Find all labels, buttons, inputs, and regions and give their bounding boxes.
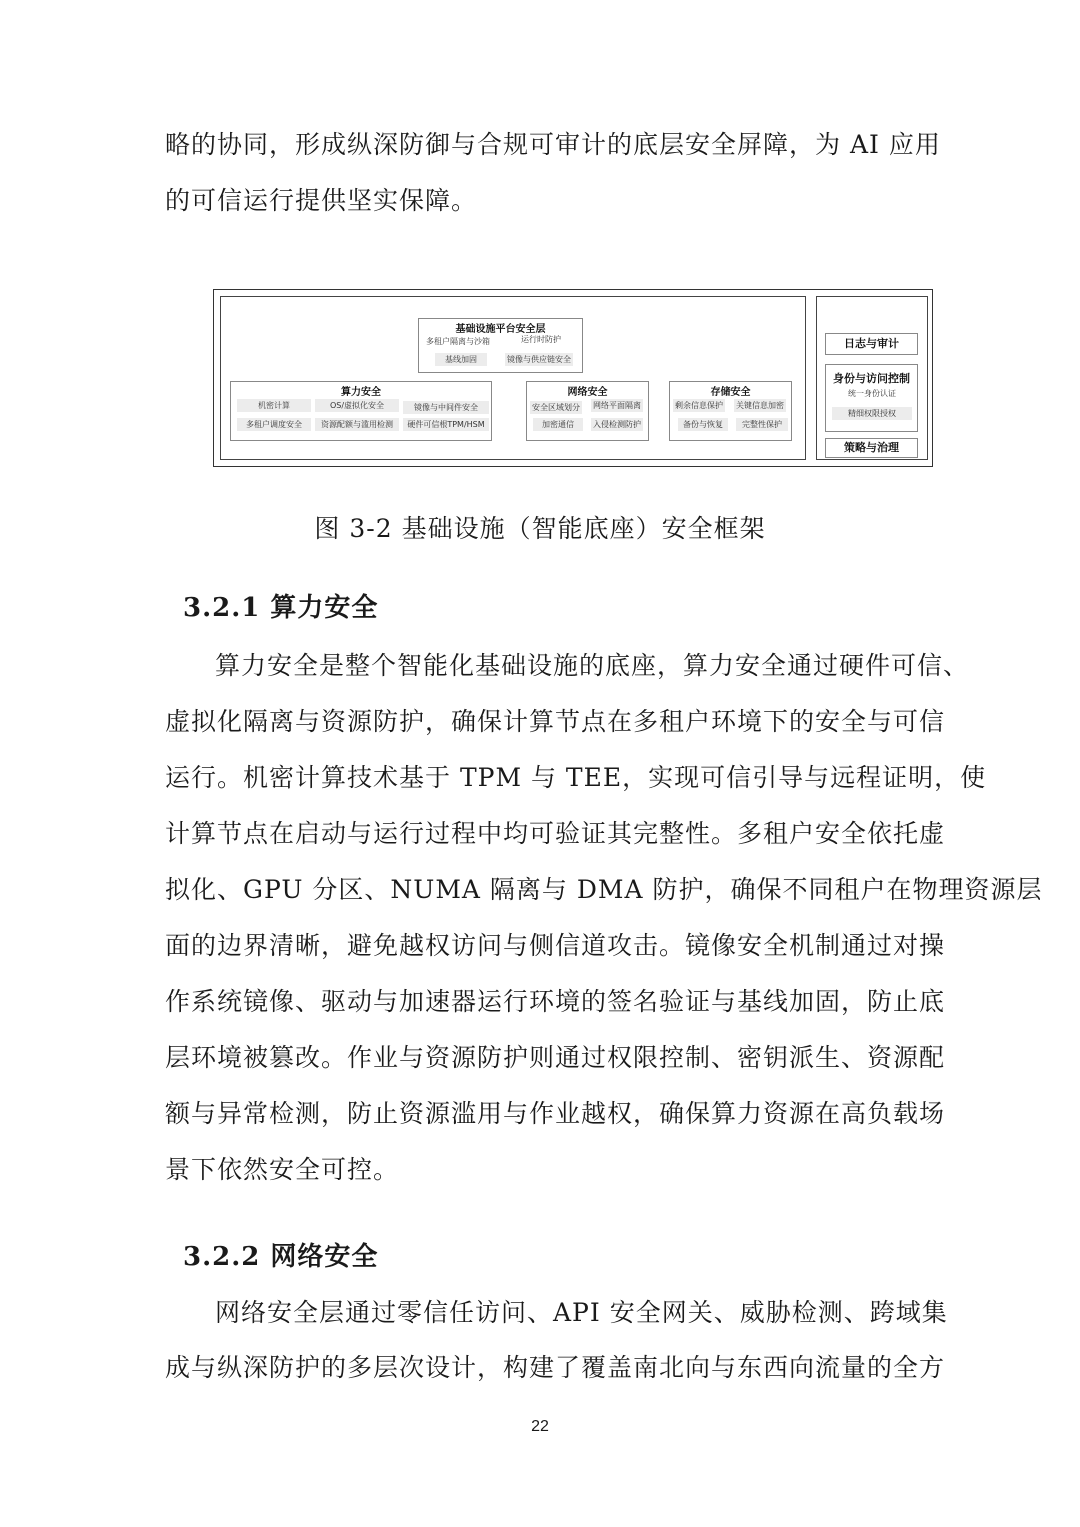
logs-audit-title: 日志与审计: [844, 337, 899, 350]
compute-para-line: 虚拟化隔离与资源防护，确保计算节点在多租户环境下的安全与可信: [165, 707, 946, 736]
network-security-title: 网络安全: [567, 387, 608, 398]
network-item: 加密通信: [533, 418, 583, 431]
network-para-line: 成与纵深防护的多层次设计，构建了覆盖南北向与东西向流量的全方: [165, 1353, 946, 1382]
security-framework-figure: [213, 289, 933, 467]
compute-para-line: 运行。机密计算技术基于 TPM 与 TEE，实现可信引导与远程证明，使: [165, 763, 987, 792]
infra-item: 镜像与供应链安全: [507, 355, 571, 364]
intro-line-2: 的可信运行提供坚实保障。: [165, 186, 478, 215]
storage-item: 完整性保护: [736, 418, 788, 431]
compute-para-line: 面的边界清晰，避免越权访问与侧信道攻击。镜像安全机制通过对操: [165, 931, 946, 960]
compute-item: 多租户调度安全: [237, 418, 311, 431]
logs-audit-box: [825, 333, 918, 355]
storage-item: 关键信息加密: [736, 401, 784, 410]
storage-item: 备份与恢复: [678, 418, 728, 431]
infra-layer-title: 基础设施平台安全层: [455, 324, 546, 335]
identity-item: 统一身份认证: [848, 389, 896, 398]
network-item: 网络平面隔离: [593, 401, 641, 410]
section-heading-network: 3.2.2 网络安全: [183, 1242, 379, 1272]
compute-para-line: 计算节点在启动与运行过程中均可验证其完整性。多租户安全依托虚: [165, 819, 946, 848]
compute-para-line: 额与异常检测，防止资源滥用与作业越权，确保算力资源在高负载场: [165, 1099, 946, 1128]
network-item: 安全区域划分: [532, 403, 580, 412]
compute-item: 硬件可信根TPM/HSM: [403, 418, 489, 431]
storage-security-box: [669, 381, 792, 441]
infra-item: 运行时防护: [521, 335, 561, 344]
compute-para-line: 景下依然安全可控。: [165, 1155, 400, 1184]
network-item: 入侵检测防护: [593, 420, 641, 429]
side-panel: [816, 296, 928, 460]
infra-layer-box: [418, 318, 583, 373]
compute-para-line: 作系统镜像、驱动与加速器运行环境的签名验证与基线加固，防止底: [165, 987, 946, 1016]
compute-security-title: 算力安全: [341, 387, 381, 398]
intro-line-1: 略的协同，形成纵深防御与合规可审计的底层安全屏障，为 AI 应用: [165, 130, 941, 159]
main-panel: [220, 296, 806, 460]
compute-item: 镜像与中间件安全: [403, 401, 489, 414]
compute-item: 资源配额与滥用检测: [315, 418, 399, 431]
infra-item: 基线加固: [435, 353, 487, 366]
page-number: 22: [531, 1418, 549, 1435]
identity-item: 精细权限授权: [832, 407, 912, 420]
storage-item: 剩余信息保护: [675, 401, 723, 410]
policy-governance-title: 策略与治理: [844, 441, 899, 454]
compute-para-line: 层环境被篡改。作业与资源防护则通过权限控制、密钥派生、资源配: [165, 1043, 946, 1072]
compute-security-box: [230, 381, 492, 441]
storage-security-title: 存储安全: [710, 387, 751, 398]
compute-item: OS/虚拟化安全: [315, 399, 399, 412]
infra-item: 多租户隔离与沙箱: [426, 337, 490, 346]
identity-access-title: 身份与访问控制: [833, 372, 910, 385]
network-para-line: 网络安全层通过零信任访问、API 安全网关、威胁检测、跨域集: [215, 1298, 948, 1327]
compute-para-line: 拟化、GPU 分区、NUMA 隔离与 DMA 防护，确保不同租户在物理资源层: [165, 875, 1043, 904]
compute-item: 机密计算: [237, 399, 311, 412]
compute-para-line: 算力安全是整个智能化基础设施的底座，算力安全通过硬件可信、: [215, 651, 970, 680]
policy-governance-box: [825, 438, 918, 458]
network-security-box: [526, 381, 649, 441]
identity-access-box: [825, 364, 918, 432]
section-heading-compute: 3.2.1 算力安全: [183, 593, 379, 623]
figure-caption: 图 3-2 基础设施（智能底座）安全框架: [314, 514, 766, 543]
